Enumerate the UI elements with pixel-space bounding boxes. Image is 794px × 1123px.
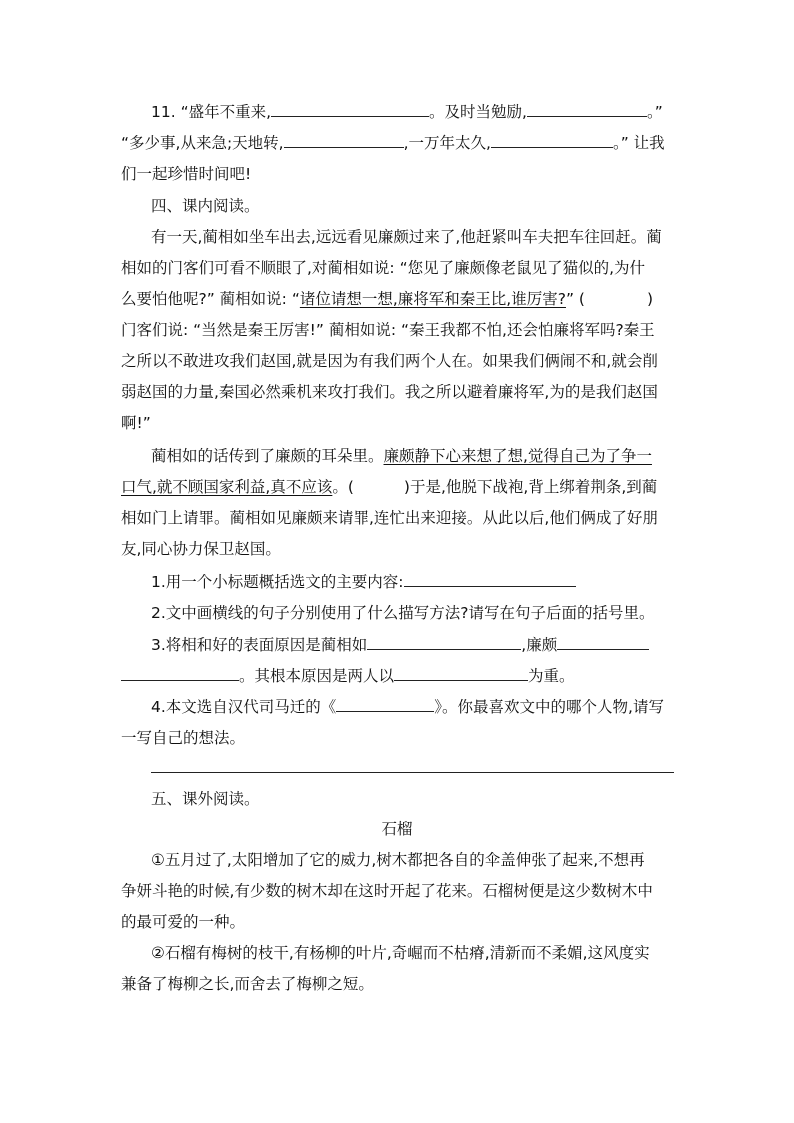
q4-book-blank[interactable] <box>336 696 434 712</box>
s4-question-4-line-2: 一写自己的想法。 <box>121 729 246 747</box>
s4-p2-line-1: 蔺相如的话传到了廉颇的耳朵里。廉颇静下心来想了想,觉得自己为了争一 <box>151 447 652 465</box>
s5-p1-line-2: 争妍斗艳的时候,有少数的树木却在这时开起了花来。石榴树便是这少数树木中 <box>121 882 653 900</box>
q11-blank-3[interactable] <box>284 132 404 148</box>
underlined-sentence-2a: 廉颇静下心来想了想,觉得自己为了争一 <box>383 447 652 465</box>
s4-p1-line-4: 门客们说: “当然是秦王厉害!” 蔺相如说: “秦王我都不怕,还会怕廉将军吗?秦王 <box>121 321 655 339</box>
q11-text-d: “多少事,从来急;天地转, <box>121 134 284 152</box>
s4-p1-line-1: 有一天,蔺相如坐车出去,远远看见廉颇过来了,他赶紧叫车夫把车往回赶。蔺 <box>151 228 662 246</box>
s4-question-3-line-2: 。其根本原因是两人以 为重。 <box>121 665 681 687</box>
q1-answer-blank[interactable] <box>404 571 576 587</box>
s4-question-2: 2.文中画横线的句子分别使用了什么描写方法?请写在句子后面的括号里。 <box>151 604 655 622</box>
s4-p1-line-3: 么要怕他呢?” 蔺相如说: “诸位请想一想,廉将军和秦王比,谁厉害?” ( ) <box>121 290 654 308</box>
q11-blank-4[interactable] <box>491 132 613 148</box>
q11-text-e: ,一万年太久, <box>403 134 491 152</box>
s4-p1-line-2: 相如的门客们可看不顺眼了,对蔺相如说: “您见了廉颇像老鼠见了猫似的,为什 <box>121 259 646 277</box>
q3-blank-4[interactable] <box>394 665 528 681</box>
underlined-sentence-2b: 口气,就不顾国家利益,真不应该 <box>121 478 333 496</box>
q11-text-c: 。” <box>646 103 663 121</box>
q3-blank-3[interactable] <box>121 665 239 681</box>
s4-p2-line-4: 友,同心协力保卫赵国。 <box>121 540 281 558</box>
q3-blank-1[interactable] <box>367 634 521 650</box>
s5-p1-line-1: ①五月过了,太阳增加了它的威力,树木都把各自的伞盖伸张了起来,不想再 <box>151 851 645 869</box>
s4-question-1: 1.用一个小标题概括选文的主要内容: <box>151 571 711 593</box>
q11-text-b: 。及时当勉励, <box>429 103 527 121</box>
q11-line-3: 们一起珍惜时间吧! <box>121 165 252 183</box>
underlined-sentence-1: 诸位请想一想,廉将军和秦王比,谁厉害? <box>299 290 566 308</box>
s4-p1-line-6: 弱赵国的力量,秦国必然乘机来攻打我们。我之所以避着廉将军,为的是我们赵国 <box>121 383 658 401</box>
q11-text-f: 。” 让我 <box>612 134 665 152</box>
s5-p1-line-3: 的最可爱的一种。 <box>121 913 246 931</box>
q4-answer-line[interactable] <box>151 772 674 773</box>
s4-p1-line-7: 啊!” <box>121 414 151 432</box>
s4-question-4-line-1: 4.本文选自汉代司马迁的《 》。你最喜欢文中的哪个人物,请写 <box>151 698 664 716</box>
s4-question-3-line-1: 3.将相和好的表面原因是蔺相如 ,廉颇 <box>151 634 711 656</box>
passage-title: 石榴 <box>381 820 413 838</box>
s4-p1-line-5: 之所以不敢进攻我们赵国,就是因为有我们两个人在。如果我们俩闹不和,就会削 <box>121 352 658 370</box>
q11-text-a: 11. “盛年不重来, <box>151 103 272 121</box>
q11-line-2 <box>121 132 681 154</box>
q11-blank-1[interactable] <box>271 101 429 117</box>
s4-p2-line-2: 口气,就不顾国家利益,真不应该。( )于是,他脱下战袍,背上绑着荆条,到蔺 <box>121 478 658 496</box>
s5-p2-line-1: ②石榴有梅树的枝干,有杨柳的叶片,奇崛而不枯瘠,清新而不柔媚,这风度实 <box>151 944 650 962</box>
q11-line-1 <box>151 101 711 123</box>
section5-heading: 五、课外阅读。 <box>151 790 260 808</box>
s4-p2-line-3: 相如门上请罪。蔺相如见廉颇来请罪,连忙出来迎接。从此以后,他们俩成了好朋 <box>121 509 658 527</box>
s5-p2-line-2: 兼备了梅柳之长,而舍去了梅柳之短。 <box>121 975 374 993</box>
q11-blank-2[interactable] <box>527 101 647 117</box>
q3-blank-2[interactable] <box>557 634 649 650</box>
section4-heading: 四、课内阅读。 <box>151 197 260 215</box>
